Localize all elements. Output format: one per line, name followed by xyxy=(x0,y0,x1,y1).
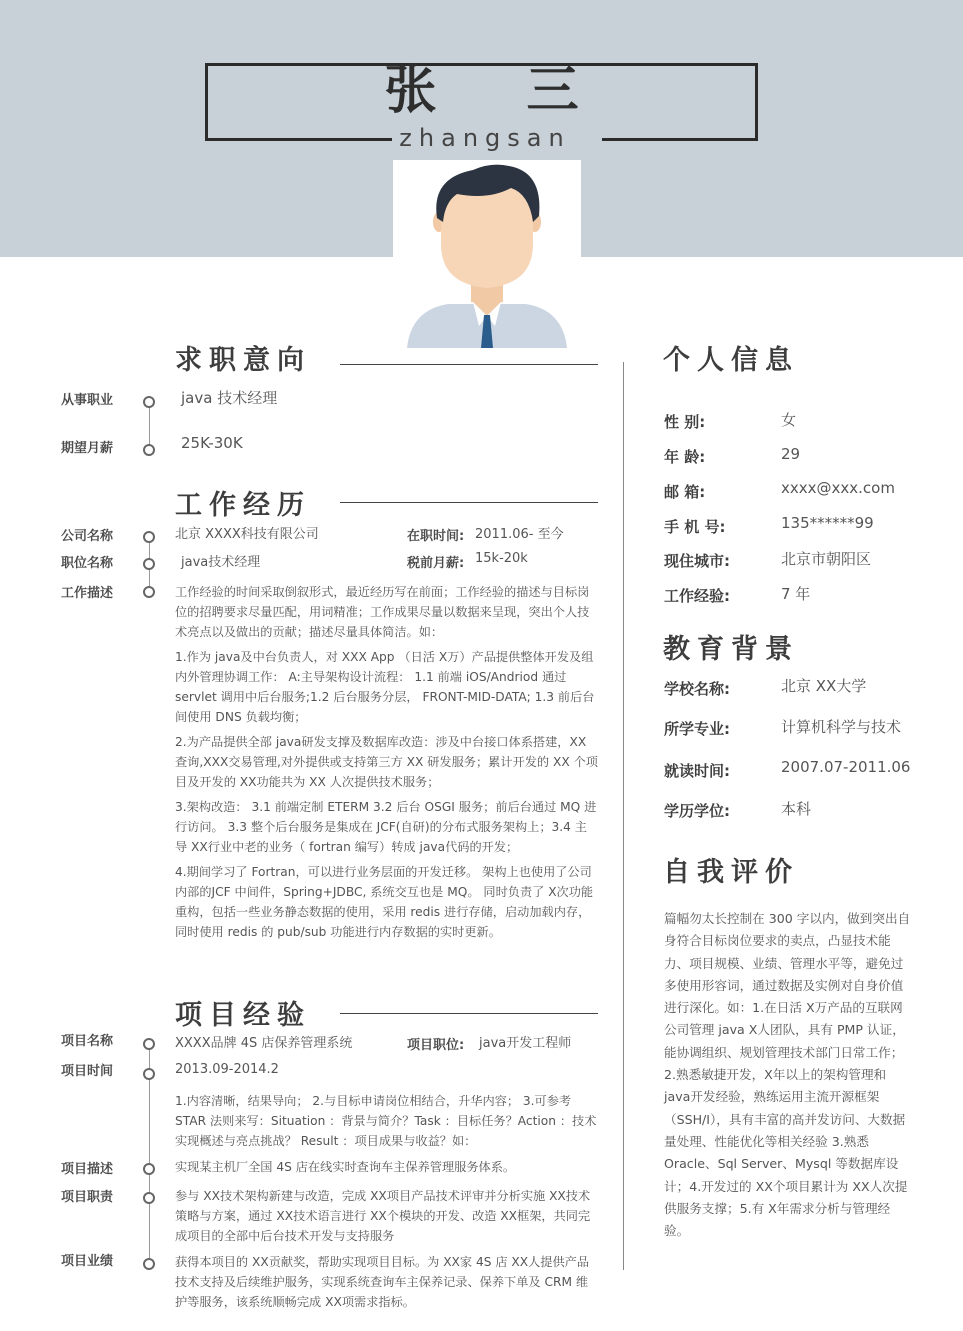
work-desc-label: 工作描述 xyxy=(61,586,114,601)
company-label: 公司名称 xyxy=(61,529,114,544)
project-result-value: 获得本项目的 XX贡献奖，帮助实现项目目标。为 XX家 4S 店 XX人提供产品技术支持及后续维护服务，实现系统查询车主保养记录、保养下单及 CRM 维护等服务，该系统顺畅完成 XX项需求指标。 xyxy=(175,1255,590,1309)
work-paragraph: 4.期间学习了 Fortran，可以进行业务层面的开发迁移。 架构上也使用了公司内部的JCF 中间件，Spring+JDBC, 系统交互也是 MQ。 同时负责了 X次功能重构，包括一些业务静态数据的使用，采用 redis 进行存储，启动加载内存，同时使用 redis 的 pub/sub 功能进行内存数据的实时更新。 xyxy=(175,865,594,939)
column-divider xyxy=(623,362,624,1270)
project-duty-value: 参与 XX技术架构新建与改造，完成 XX项目产品技术评审并分析实施 XX技术策略与方案，通过 XX技术语言进行 XX个模块的开发、改造 XX框架，共同完成项目的全部中后台技术开发与支持服务 xyxy=(175,1189,591,1243)
project-desc-label: 项目描述 xyxy=(61,1162,114,1177)
edu-major-label: 所学专业: xyxy=(664,720,730,738)
personal-experience-value: 7 年 xyxy=(781,585,811,603)
timeline-dot xyxy=(143,1192,155,1204)
timeline-dot xyxy=(143,586,155,598)
work-title-line xyxy=(340,502,598,503)
edu-period-label: 就读时间: xyxy=(664,762,730,780)
pretax-value: 15k-20k xyxy=(475,551,528,566)
position-value: java技术经理 xyxy=(181,555,261,570)
timeline-dot xyxy=(143,1068,155,1080)
project-intro: 1.内容清晰，结果导向； 2.与目标申请岗位相结合，升华内容； 3.可参考 STAR 法则来写：Situation ：背景与简介？Task ：目标任务？Action ：技术实现概述与亮点挑战？ Result ：项目成果与收益？如： xyxy=(175,1094,597,1148)
edu-school-value: 北京 XX大学 xyxy=(781,677,867,695)
work-title: 工作经历 xyxy=(175,490,311,521)
name-pinyin: zhangsan xyxy=(399,124,571,152)
timeline-dot xyxy=(143,396,155,408)
personal-phone-label: 手 机 号: xyxy=(664,518,726,536)
project-role-label: 项目职位: xyxy=(407,1038,465,1053)
profession-label: 从事职业 xyxy=(61,393,114,408)
personal-city-value: 北京市朝阳区 xyxy=(781,550,872,568)
project-time-value: 2013.09-2014.2 xyxy=(175,1062,279,1077)
personal-age-value: 29 xyxy=(781,445,801,463)
profession-value: java 技术经理 xyxy=(181,389,278,407)
work-paragraph: 1.作为 java及中台负责人，对 XXX App （日活 X万）产品提供整体开发及组内外管理协调工作： A:主导架构设计流程： 1.1 前端 iOS/Andriod 通过 servlet 调用中后台服务;1.2 后台服务分层， FRONT-MID-DATA; 1.3 前后台间使用 DNS 负载均衡； xyxy=(175,650,595,724)
project-desc-value: 实现某主机厂全国 4S 店在线实时查询车主保养管理服务体系。 xyxy=(175,1160,516,1174)
project-name-label: 项目名称 xyxy=(61,1034,114,1049)
work-paragraph: 3.架构改造： 3.1 前端定制 ETERM 3.2 后台 OSGI 服务；前后台通过 MQ 进行访问。 3.3 整个后台服务是集成在 JCF(自研)的分布式服务架构上；3.4 主导 XX行业中老的业务（ fortran 编写）转成 java代码的开发； xyxy=(175,800,597,854)
edu-period-value: 2007.07-2011.06 xyxy=(781,758,911,776)
edu-degree-value: 本科 xyxy=(781,800,812,818)
project-name-value: XXXX品牌 4S 店保养管理系统 xyxy=(175,1036,353,1051)
project-time-label: 项目时间 xyxy=(61,1064,114,1079)
self-eval-title: 自我评价 xyxy=(663,857,799,888)
personal-gender-value: 女 xyxy=(781,411,797,429)
timeline-dot xyxy=(143,1038,155,1050)
name-chinese: 张 三 xyxy=(384,61,615,121)
personal-experience-label: 工作经验: xyxy=(664,587,730,605)
objective-title: 求职意向 xyxy=(175,345,311,376)
project-role-value: java开发工程师 xyxy=(479,1036,572,1051)
work-paragraph: 工作经验的时间采取倒叙形式，最近经历写在前面；工作经验的描述与目标岗位的招聘要求尽量匹配，用词精准；工作成果尽量以数据来呈现，突出个人技术亮点以及做出的贡献；描述尽量具体简洁。如： xyxy=(175,585,590,639)
personal-email-label: 邮 箱: xyxy=(664,483,706,501)
salary-label: 期望月薪 xyxy=(61,441,114,456)
avatar-illustration xyxy=(393,160,581,348)
tenure-value: 2011.06- 至今 xyxy=(475,527,564,542)
edu-degree-label: 学历学位: xyxy=(664,802,730,820)
edu-school-label: 学校名称: xyxy=(664,680,730,698)
pretax-label: 税前月薪: xyxy=(407,556,465,571)
self-eval-text: 篇幅勿太长控制在 300 字以内，做到突出自身符合目标岗位要求的卖点，凸显技术能力、项目规模、业绩、管理水平等，避免过多使用形容词，通过数据及实例对自身价值进行深化。如：1.在日活 X万产品的互联网公司管理 java X人团队，具有 PMP 认证，能协调组织、规划管理技术部门日常工作；2.熟悉敏捷开发，X年以上的架构管理和 java开发经验，熟练运用主流开源框架（SSH/I），具有丰富的高并发访问、大数据量处理、性能优化等相关经验 3.熟悉 Oracle、Sql Server、Mysql 等数据库设计；4.开发过的 XX个项目累计为 XX人次提供服务支撑；5.有 X年需求分析与管理经验。 xyxy=(664,911,911,1239)
personal-phone-value: 135******99 xyxy=(781,514,874,532)
project-duty-label: 项目职责 xyxy=(61,1190,114,1205)
project-result-label: 项目业绩 xyxy=(61,1254,114,1269)
personal-age-label: 年 龄: xyxy=(664,448,706,466)
avatar-photo xyxy=(393,160,581,348)
personal-city-label: 现住城市: xyxy=(664,552,730,570)
timeline-dot xyxy=(143,1258,155,1270)
salary-value: 25K-30K xyxy=(181,434,243,452)
personal-gender-label: 性 别: xyxy=(664,413,706,431)
work-description xyxy=(175,582,598,942)
timeline-dot xyxy=(143,1163,155,1175)
work-paragraph: 2.为产品提供全部 java研发支撑及数据库改造：涉及中台接口体系搭建，XX 查询,XXX交易管理,对外提供或支持第三方 XX 研发服务；累计开发的 XX 个项目及开发的 XX功能共为 XX 人次提供技术服务； xyxy=(175,735,598,789)
education-title: 教育背景 xyxy=(663,634,799,665)
objective-rail xyxy=(149,402,150,450)
project-title: 项目经验 xyxy=(175,1000,311,1031)
tenure-label: 在职时间: xyxy=(407,529,465,544)
position-label: 职位名称 xyxy=(61,556,114,571)
timeline-dot xyxy=(143,444,155,456)
edu-major-value: 计算机科学与技术 xyxy=(781,718,902,736)
personal-email-value: xxxx@xxx.com xyxy=(781,479,895,497)
personal-title: 个人信息 xyxy=(663,345,799,376)
objective-title-line xyxy=(340,364,598,365)
timeline-dot xyxy=(143,531,155,543)
project-title-line xyxy=(340,1013,598,1014)
timeline-dot xyxy=(143,558,155,570)
company-value: 北京 XXXX科技有限公司 xyxy=(175,527,319,542)
